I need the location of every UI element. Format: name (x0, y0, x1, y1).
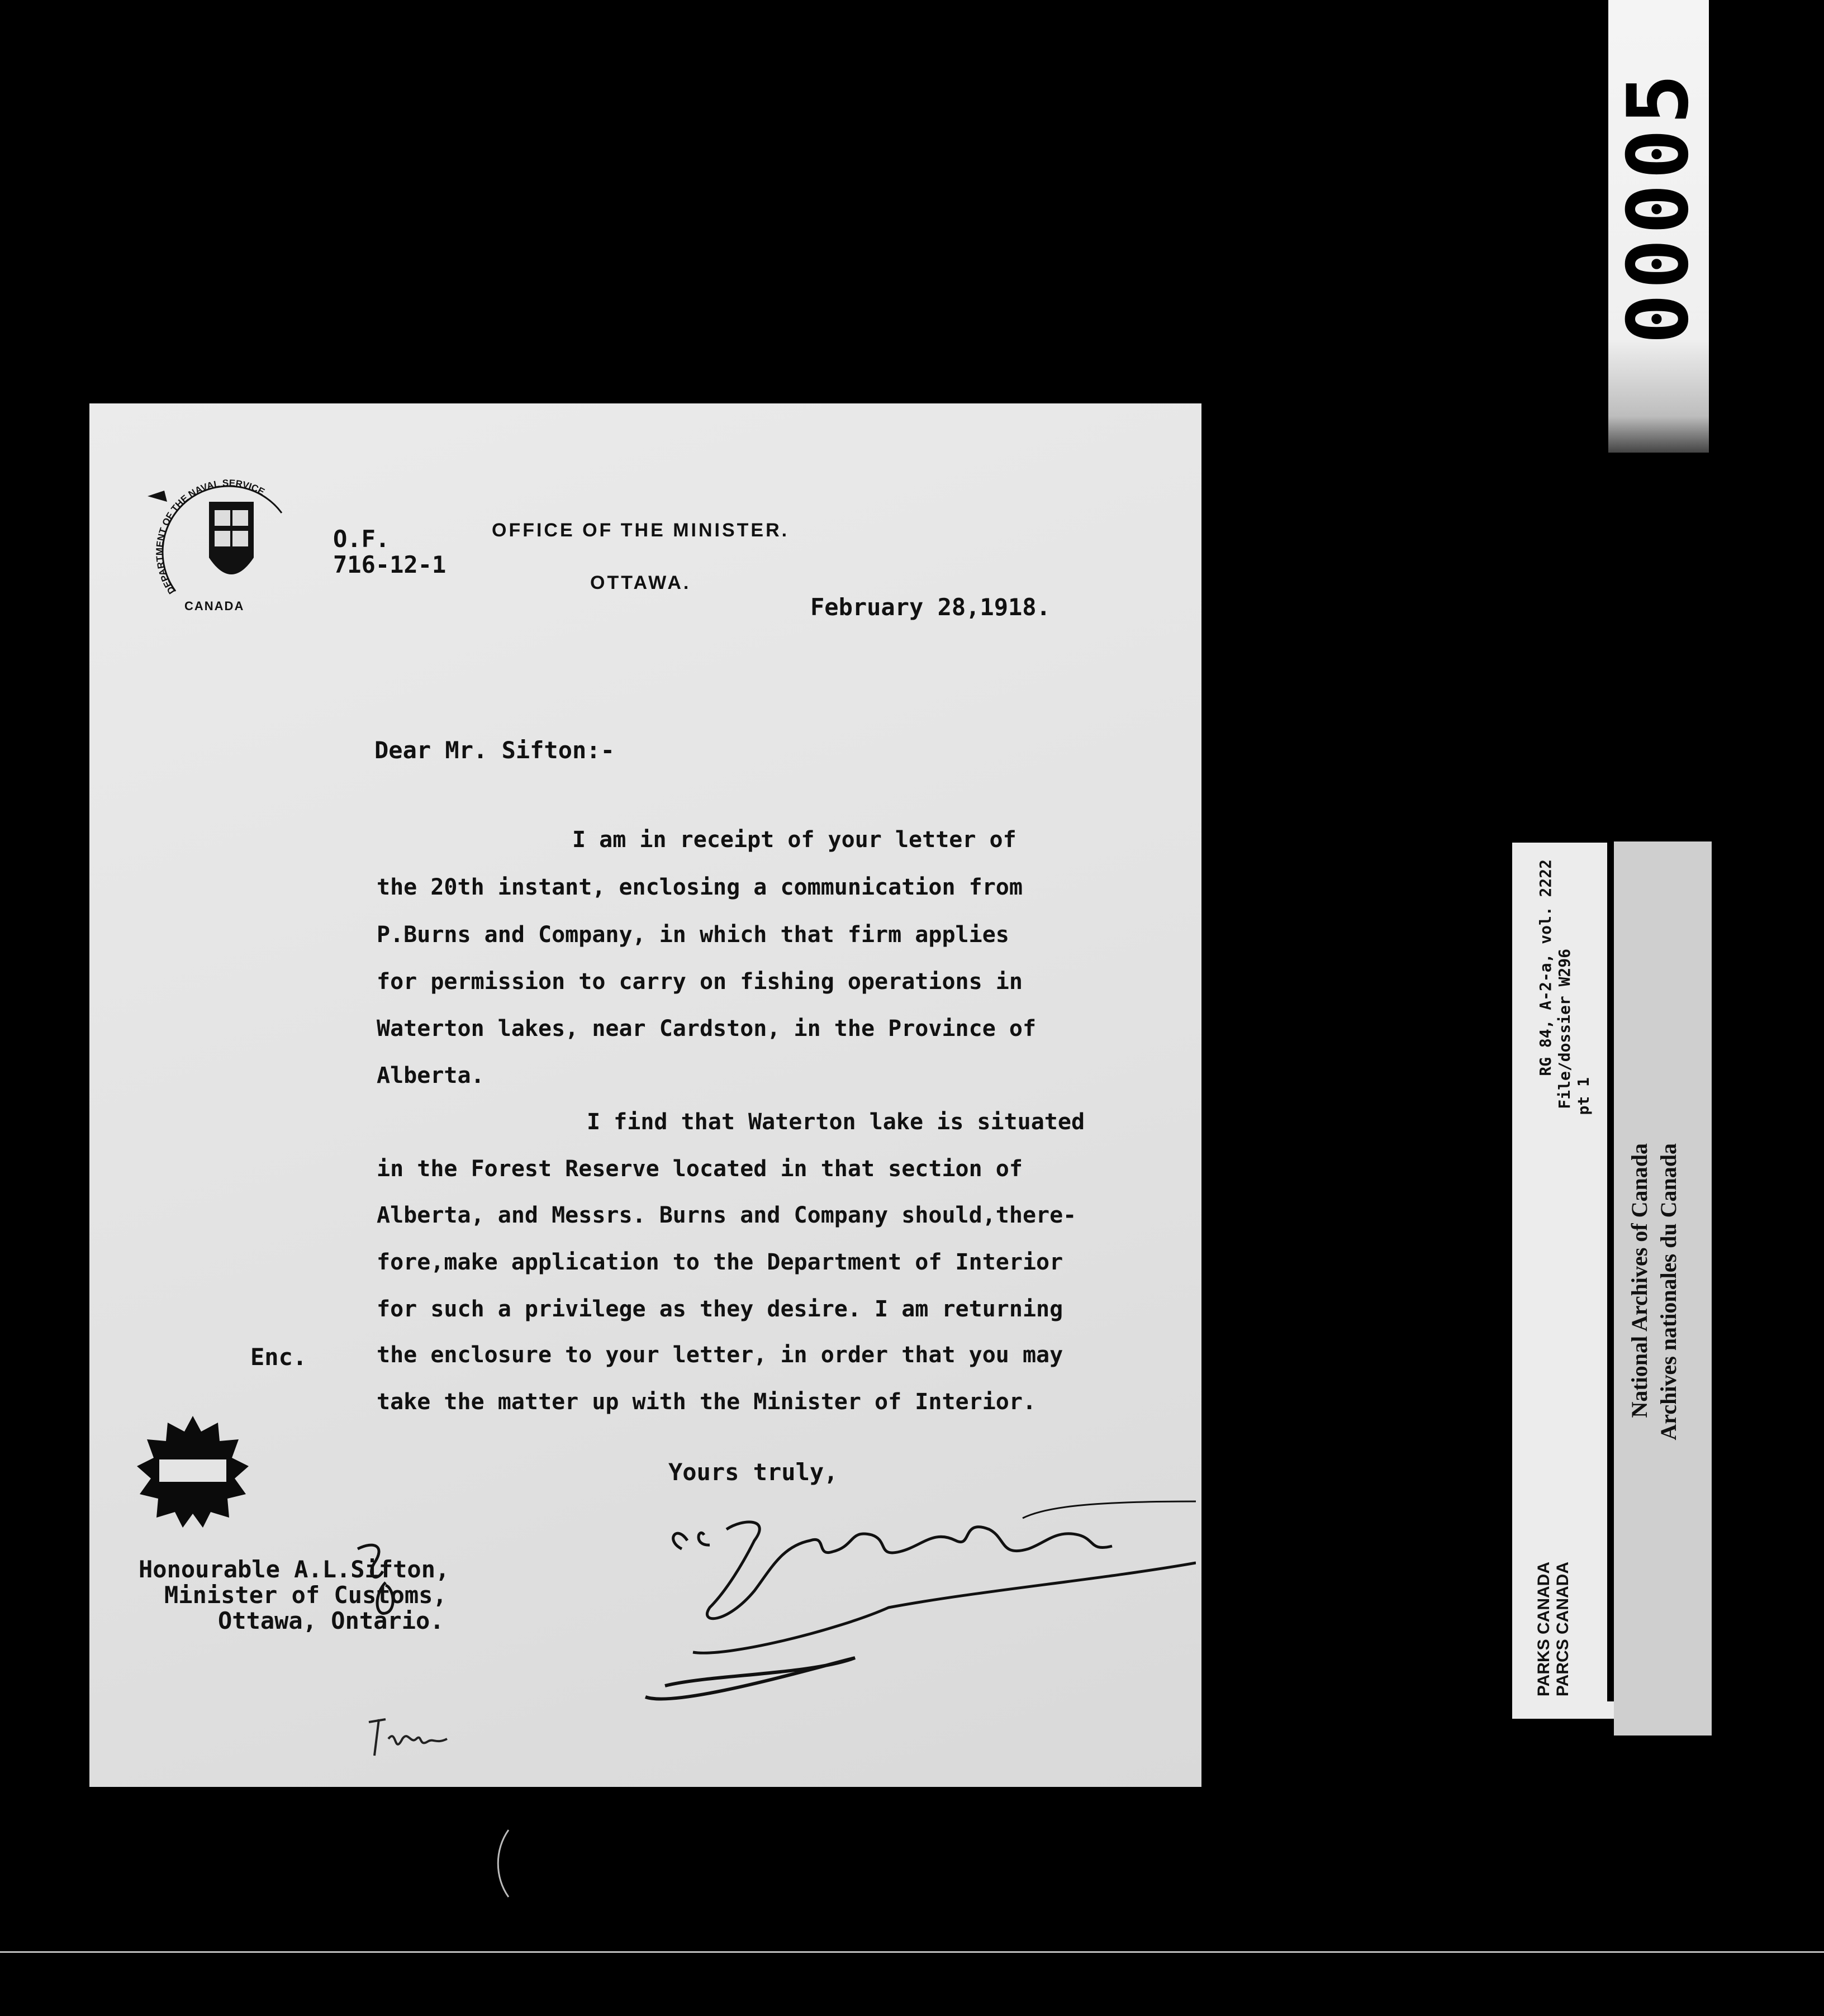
salutation: Dear Mr. Sifton:- (374, 736, 615, 764)
body-line: Alberta. (377, 1063, 484, 1088)
body-line: take the matter up with the Minister of Interior. (377, 1389, 1037, 1415)
archives-label-fr: Archives nationales du Canada (1656, 1143, 1681, 1440)
body-line: the 20th instant, enclosing a communication from (377, 874, 1023, 900)
body-line: for such a privilege as they desire. I am returning (377, 1296, 1063, 1322)
body-line: the enclosure to your letter, in order that you may (377, 1342, 1063, 1368)
body-line: in the Forest Reserve located in that section of (377, 1156, 1023, 1182)
body-line: I find that Waterton lake is situated (587, 1109, 1085, 1135)
enclosure-note: Enc. (250, 1343, 307, 1371)
parks-label-fr: PARCS CANADA (1554, 1561, 1572, 1696)
film-edge-rule (0, 1951, 1824, 1953)
file-dossier-reference: File/dossier W296 (1555, 949, 1574, 1109)
body-line: Waterton lakes, near Cardston, in the Province of (377, 1016, 1037, 1042)
frame-number: 00005 (1610, 69, 1707, 344)
letterhead-city: OTTAWA. (590, 572, 691, 593)
file-reference: O.F. (333, 525, 390, 553)
pencil-annotation-icon (363, 1705, 464, 1767)
letter-page (89, 403, 1201, 1787)
file-reference-number: 716-12-1 (333, 551, 446, 578)
recipient-line: Honourable A.L.Sifton, (139, 1556, 450, 1583)
body-line: Alberta, and Messrs. Burns and Company should,there- (377, 1202, 1077, 1228)
naval-service-seal-icon (142, 479, 311, 619)
closing: Yours truly, (668, 1458, 838, 1486)
national-archives-label (1614, 841, 1712, 1736)
part-reference: pt 1 (1574, 1077, 1593, 1115)
minister-signature-icon (643, 1496, 1196, 1708)
parks-label-en: PARKS CANADA (1535, 1561, 1553, 1696)
body-line: fore,make application to the Department of Interior (377, 1249, 1063, 1275)
record-group-reference: RG 84, A-2-a, vol. 2222 (1536, 859, 1555, 1076)
letter-date: February 28,1918. (810, 593, 1051, 621)
seal-label: CANADA (184, 599, 245, 613)
body-line: P.Burns and Company, in which that firm applies (377, 922, 1009, 948)
body-line: for permission to carry on fishing operations in (377, 969, 1023, 995)
recipient-line: Minister of Customs, (164, 1581, 447, 1609)
body-line: I am in receipt of your letter of (572, 827, 1016, 853)
seal-ring-text: DEPARTMENT OF THE NAVAL SERVICE (154, 479, 267, 596)
received-stamp-icon (137, 1416, 249, 1528)
recipient-line: Ottawa, Ontario. (218, 1607, 444, 1634)
archives-label-en: National Archives of Canada (1627, 1143, 1652, 1418)
letterhead-office: OFFICE OF THE MINISTER. (492, 520, 790, 541)
film-scratch-mark (492, 1827, 514, 1900)
